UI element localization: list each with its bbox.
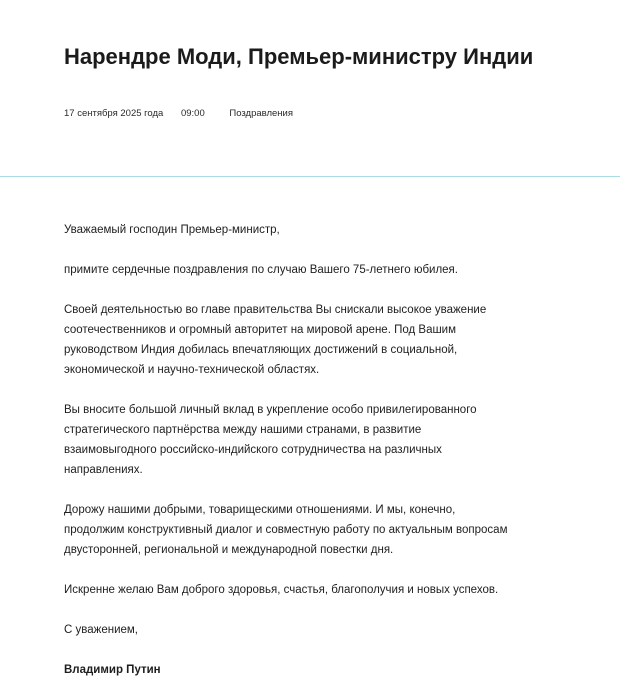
text-line: продолжим конструктивный диалог и совместную работу по актуальным вопросам [64,524,508,536]
closing: С уважением, [64,624,138,636]
letter-body [64,220,544,700]
text-line: взаимовыгодного российско-индийского сотрудничества на различных [64,444,442,456]
text-line: Своей деятельностью во главе правительства Вы снискали высокое уважение [64,304,487,316]
paragraph-relations [64,500,544,560]
salutation: Уважаемый господин Премьер-министр, [64,224,280,236]
paragraph-wishes [64,580,544,600]
page-title: Нарендре Моди, Премьер-министру Индии [64,44,534,69]
category-link[interactable]: Поздравления [229,108,294,119]
text-line: Дорожу нашими добрыми, товарищескими отношениями. И мы, конечно, [64,504,456,516]
text-line: руководством Индия добилась впечатляющих достижений в социальной, [64,344,458,356]
paragraph-achievements [64,300,544,380]
publish-date: 17 сентября 2025 года [64,108,164,119]
signature: Владимир Путин [64,664,161,676]
text-line: экономической и научно-технической областях. [64,364,320,376]
paragraph-partnership [64,400,544,480]
text-line: Искренне желаю Вам доброго здоровья, счастья, благополучия и новых успехов. [64,584,499,596]
text-line: соотечественников и огромный авторитет на мировой арене. Под Вашим [64,324,457,336]
publish-time: 09:00 [180,108,205,119]
text-line: Вы вносите большой личный вклад в укрепление особо привилегированного [64,404,477,416]
text-line: примите сердечные поздравления по случаю Вашего 75-летнего юбилея. [64,264,458,276]
text-line: направлениях. [64,464,143,476]
paragraph-congratulations [64,260,544,280]
article-header [0,0,620,177]
text-line: стратегического партнёрства между нашими странами, в развитие [64,424,422,436]
article-meta [64,108,293,119]
text-line: двусторонней, региональной и международной повестки дня. [64,544,394,556]
